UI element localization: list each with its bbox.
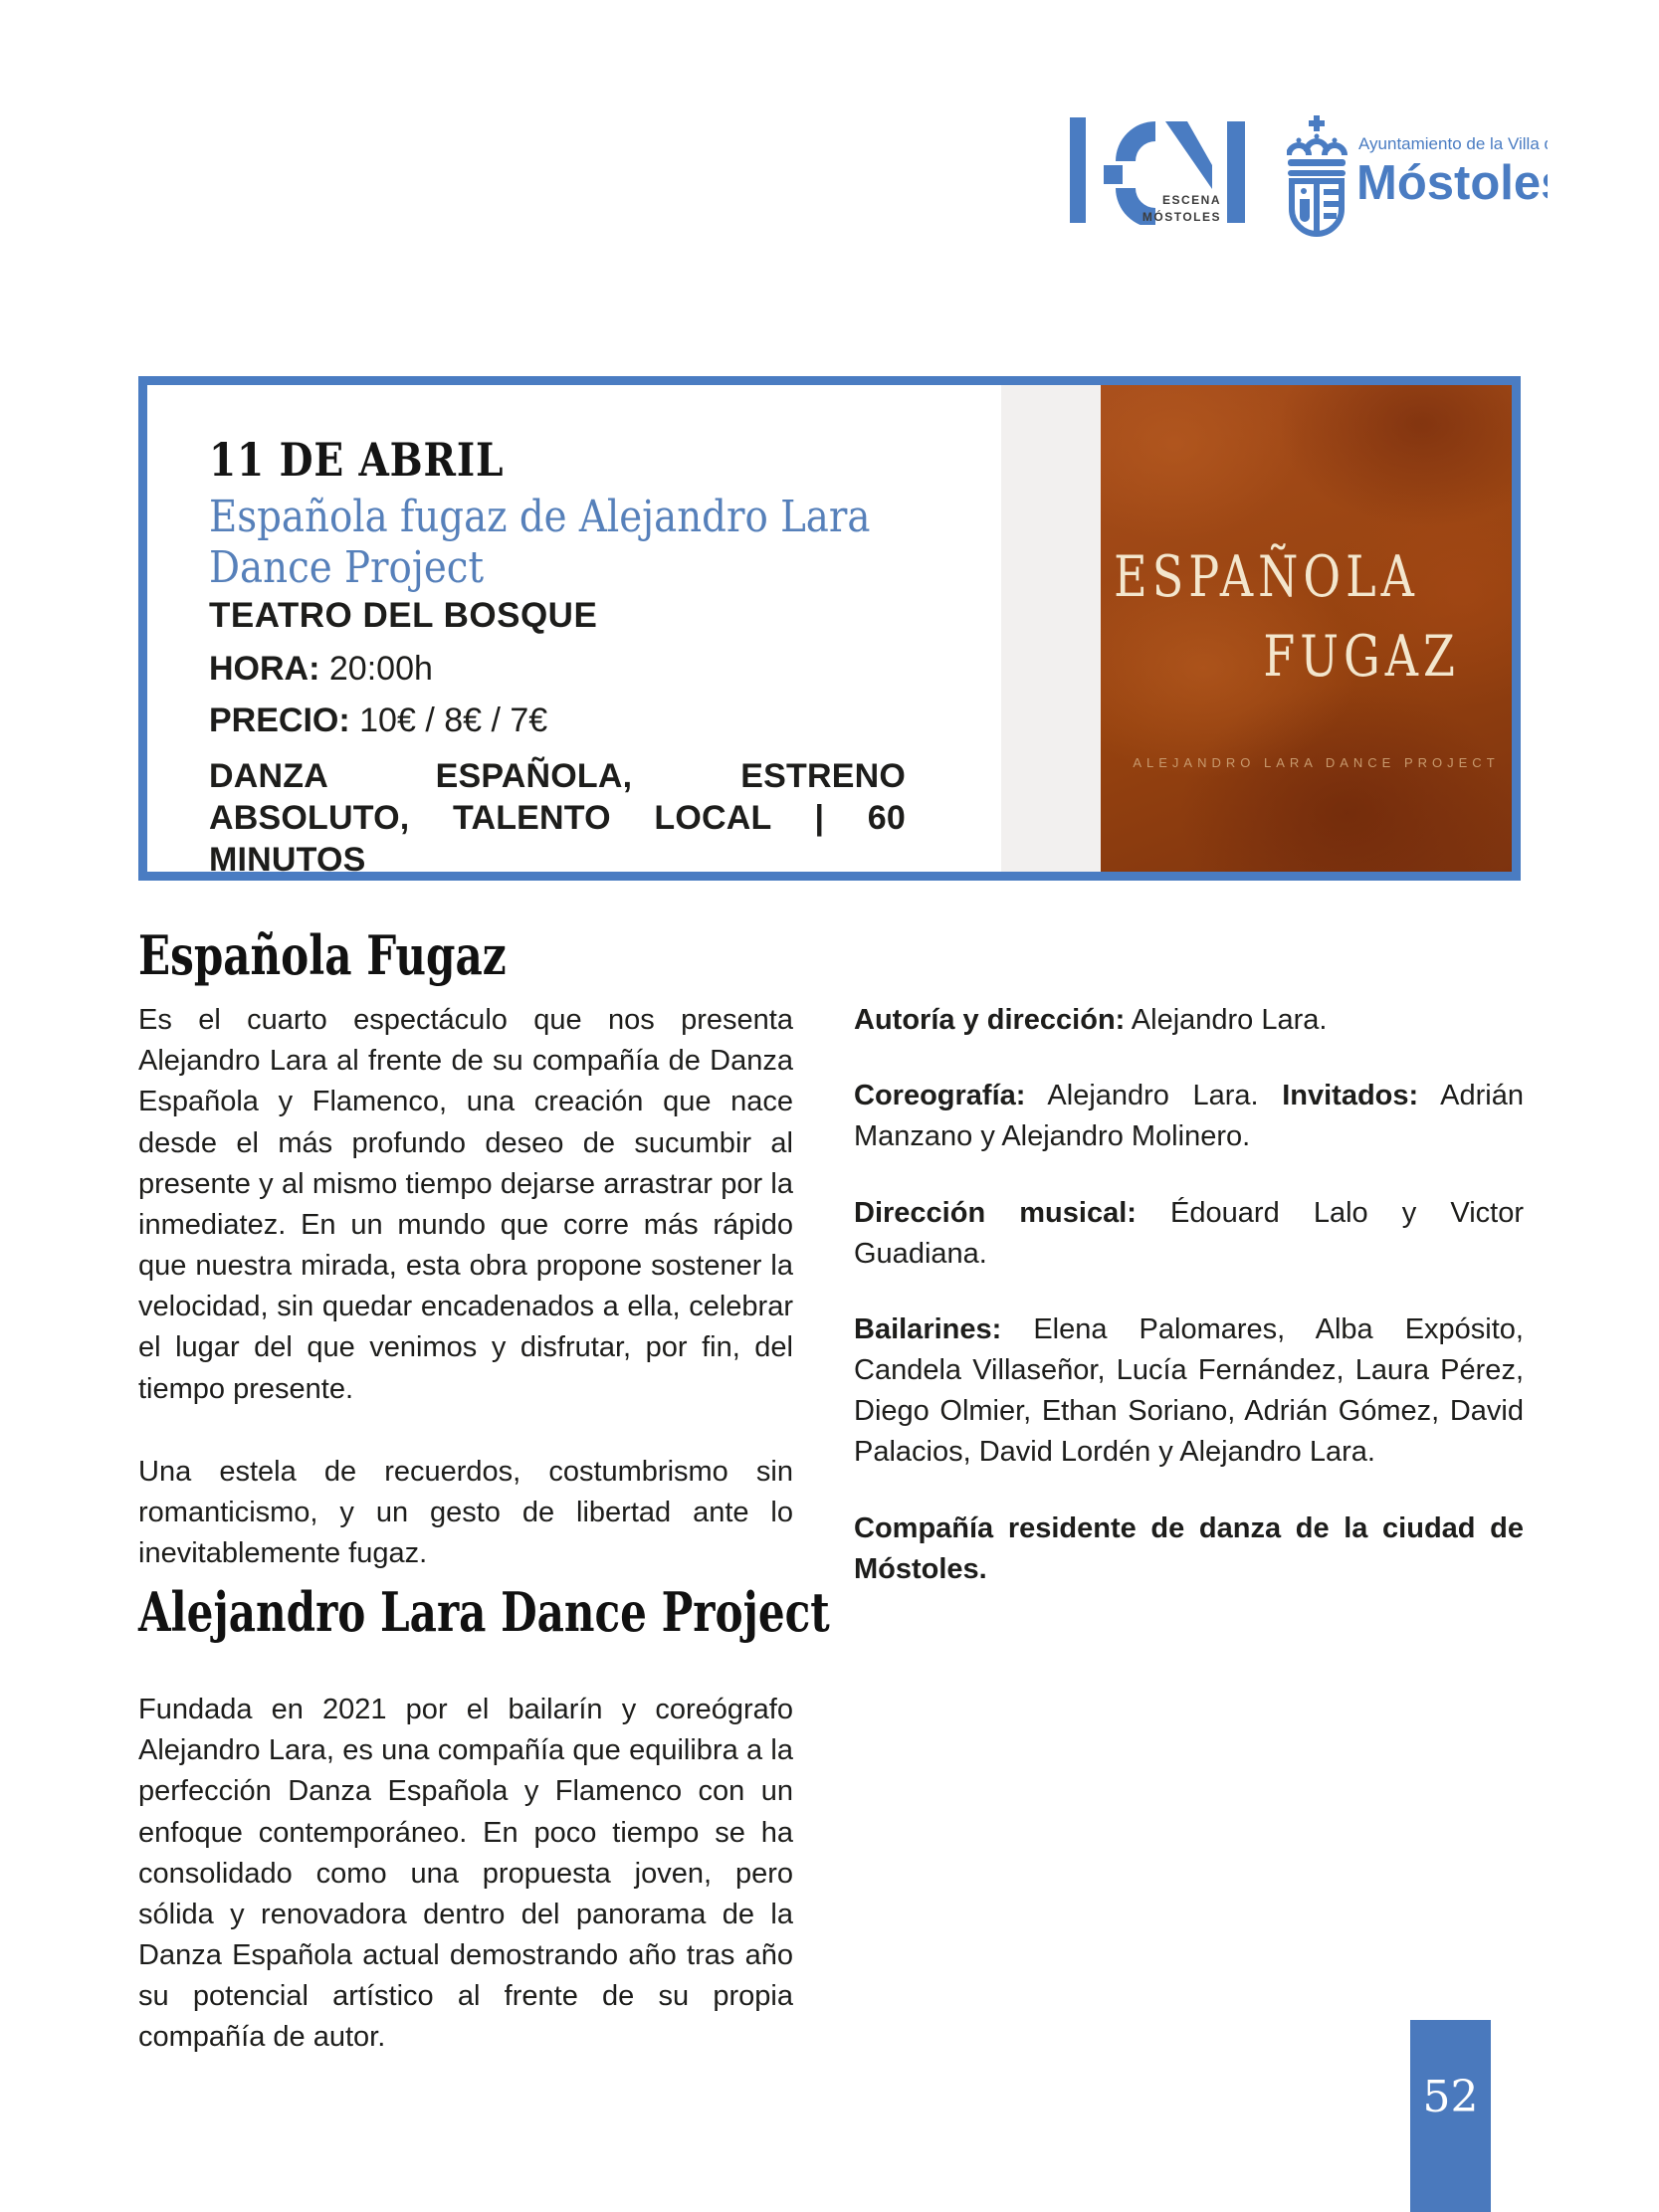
credits-list bbox=[854, 1000, 1524, 1625]
event-title: Española fugaz de Alejandro Lara Dance Project bbox=[209, 492, 871, 593]
event-venue: TEATRO DEL BOSQUE bbox=[209, 596, 598, 635]
event-card-text bbox=[209, 385, 926, 880]
event-tags: DANZA ESPAÑOLA, ESTRENO ABSOLUTO, TALENTO LOCAL | 60 MINUTOS bbox=[209, 757, 906, 880]
escena-logo-line2: MÓSTOLES bbox=[1141, 210, 1221, 224]
poster-subtitle: ALEJANDRO LARA DANCE PROJECT bbox=[1133, 755, 1500, 770]
event-date: 11 DE ABRIL bbox=[209, 433, 505, 487]
event-time-label: HORA: bbox=[209, 650, 320, 688]
ayuntamiento-tagline: Ayuntamiento de la Villa de bbox=[1358, 134, 1548, 153]
poster-title-line1: ESPAÑOLA bbox=[1114, 542, 1419, 610]
company-heading: Alejandro Lara Dance Project bbox=[138, 1580, 830, 1644]
event-price-label: PRECIO: bbox=[209, 702, 350, 739]
escena-mostoles-logo bbox=[1070, 117, 1245, 225]
event-card bbox=[138, 376, 1521, 881]
page-number: 52 bbox=[1422, 2072, 1479, 2122]
credit-paragraph: Dirección musical: Édouard Lalo y Victor Guadiana. bbox=[854, 1196, 1524, 1270]
poster-title-line2: FUGAZ bbox=[1263, 622, 1460, 690]
poster-margin-strip bbox=[1001, 385, 1101, 872]
company-text-column bbox=[138, 1690, 793, 2059]
event-price bbox=[209, 702, 547, 740]
escena-logo-line1: ESCENA bbox=[1161, 193, 1221, 207]
escena-mostoles-logo-icon bbox=[1070, 117, 1245, 225]
about-paragraph-2: Una estela de recuerdos, costumbrismo sin romanticismo, y un gesto de libertad ante lo inevitablemente fugaz. bbox=[138, 1455, 793, 1570]
event-card-inner bbox=[147, 385, 1512, 880]
ayuntamiento-mostoles-logo bbox=[1287, 109, 1548, 237]
company-paragraph: Fundada en 2021 por el bailarín y coreógrafo Alejandro Lara, es una compañía que equilibra a la perfección Danza Española y Flamenco con un enfoque contemporáneo. En poco tiempo se ha consolidado como una propuesta joven, pero sólida y renovadora dentro del panorama de la Danza Española actual demostrando año tras año su potencial artístico al frente de su propia compañía de autor. bbox=[138, 1694, 793, 2054]
ayuntamiento-city: Móstoles bbox=[1356, 156, 1548, 210]
page-number-box bbox=[1410, 2020, 1491, 2212]
credit-paragraph: Autoría y dirección: Alejandro Lara. bbox=[854, 1004, 1328, 1036]
credit-paragraph: Coreografía: Alejandro Lara. Invitados: Adrián Manzano y Alejandro Molinero. bbox=[854, 1080, 1524, 1153]
credit-paragraph: Bailarines: Elena Palomares, Alba Expósito, Candela Villaseñor, Lucía Fernández, Laura Pérez, Diego Olmier, Ethan Soriano, Adrián Gómez, David Palacios, David Lordén y Alejandro Lara. bbox=[854, 1312, 1524, 1469]
credit-paragraph: Compañía residente de danza de la ciudad de Móstoles. bbox=[854, 1511, 1524, 1585]
event-time bbox=[209, 650, 433, 689]
about-show-heading: Española Fugaz bbox=[138, 923, 507, 987]
show-poster-image bbox=[1101, 385, 1512, 872]
event-time-value: 20:00h bbox=[328, 650, 433, 688]
about-show-text-column bbox=[138, 1000, 793, 1616]
ayuntamiento-emblem-icon bbox=[1287, 109, 1548, 237]
event-price-value: 10€ / 8€ / 7€ bbox=[359, 702, 548, 739]
about-paragraph-1: Es el cuarto espectáculo que nos presenta Alejandro Lara al frente de su compañía de Danza Española y Flamenco, una creación que nace desde el más profundo deseo de sucumbir al presente y al mismo tiempo dejarse arrastrar por la inmediatez. En un mundo que corre más rápido que nuestra mirada, esta obra propone sostener la velocidad, sin quedar encadenados a ella, celebrar el lugar del que venimos y disfrutar, por fin, del tiempo presente. bbox=[138, 1004, 793, 1405]
